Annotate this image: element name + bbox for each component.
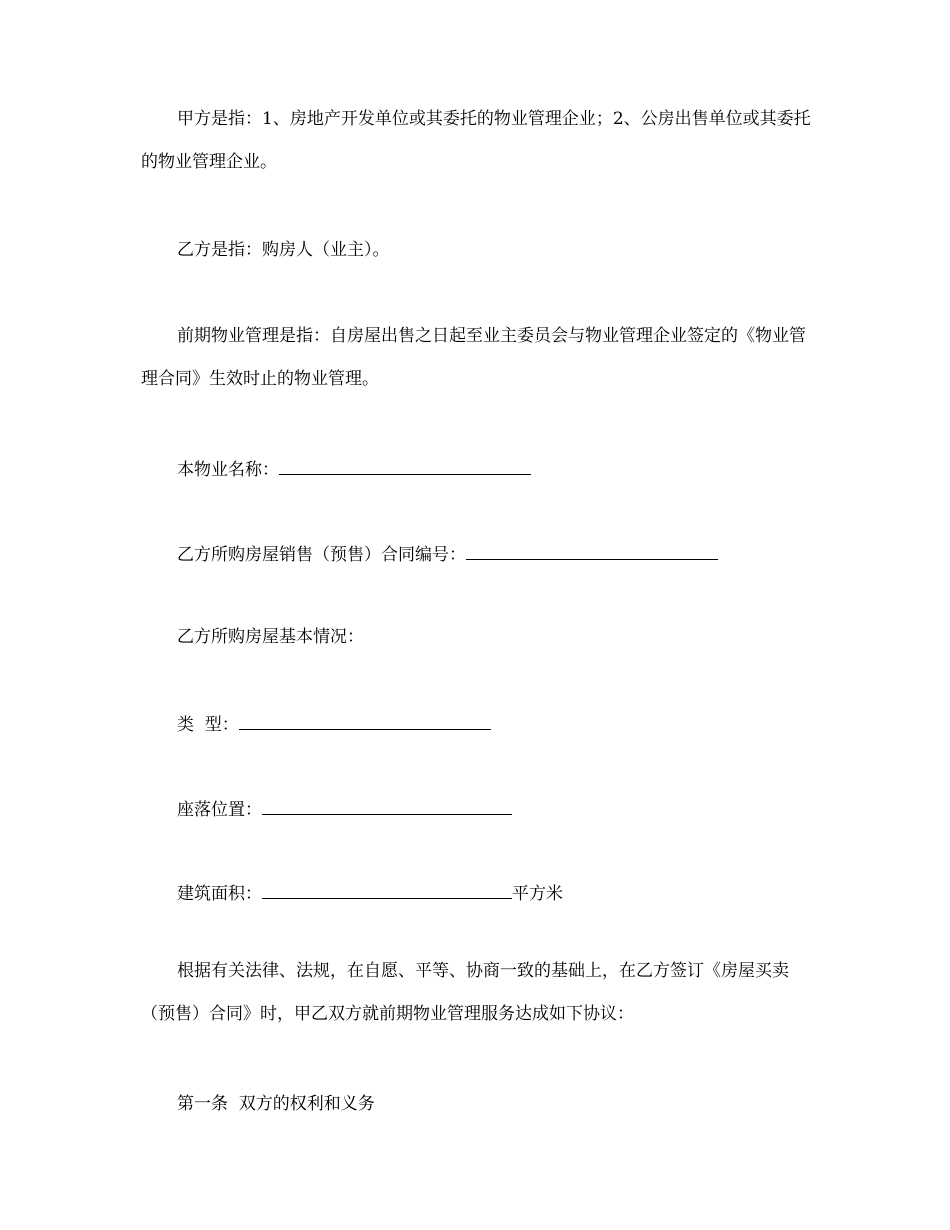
- property-name-blank[interactable]: [279, 454, 531, 475]
- basic-info-line: [177, 625, 364, 649]
- property-name-line: [177, 454, 531, 482]
- location-line: [177, 794, 512, 822]
- location-blank[interactable]: [262, 794, 512, 815]
- area-line: [177, 878, 563, 906]
- location-label: 座落位置：: [177, 800, 262, 820]
- area-unit: 平方米: [512, 884, 563, 904]
- area-label: 建筑面积：: [177, 884, 262, 904]
- early-management-definition: 前期物业管理是指：自房屋出售之日起至业主委员会与物业管理企业签定的《物业管理合同》生效时止的物业管理。: [141, 326, 806, 389]
- party-b-definition: 乙方是指：购房人（业主）。: [177, 240, 390, 260]
- property-name-label: 本物业名称：: [177, 460, 279, 480]
- agreement-basis: 根据有关法律、法规，在自愿、平等、协商一致的基础上，在乙方签订《房屋买卖（预售）合同》时，甲乙双方就前期物业管理服务达成如下协议：: [141, 961, 789, 1024]
- type-label: 类 型：: [177, 715, 239, 735]
- basic-info-label: 乙方所购房屋基本情况：: [177, 627, 364, 647]
- area-blank[interactable]: [262, 878, 512, 899]
- contract-number-label: 乙方所购房屋销售（预售）合同编号：: [177, 545, 466, 565]
- article-1-heading: [177, 1092, 375, 1116]
- party-a-definition: 甲方是指：1、房地产开发单位或其委托的物业管理企业；2、公房出售单位或其委托的物业管理企业。: [141, 109, 811, 172]
- contract-number-line: [177, 539, 718, 567]
- type-blank[interactable]: [239, 709, 491, 730]
- contract-number-blank[interactable]: [466, 539, 718, 560]
- article-1-title: 第一条 双方的权利和义务: [177, 1094, 375, 1114]
- type-line: [177, 709, 491, 737]
